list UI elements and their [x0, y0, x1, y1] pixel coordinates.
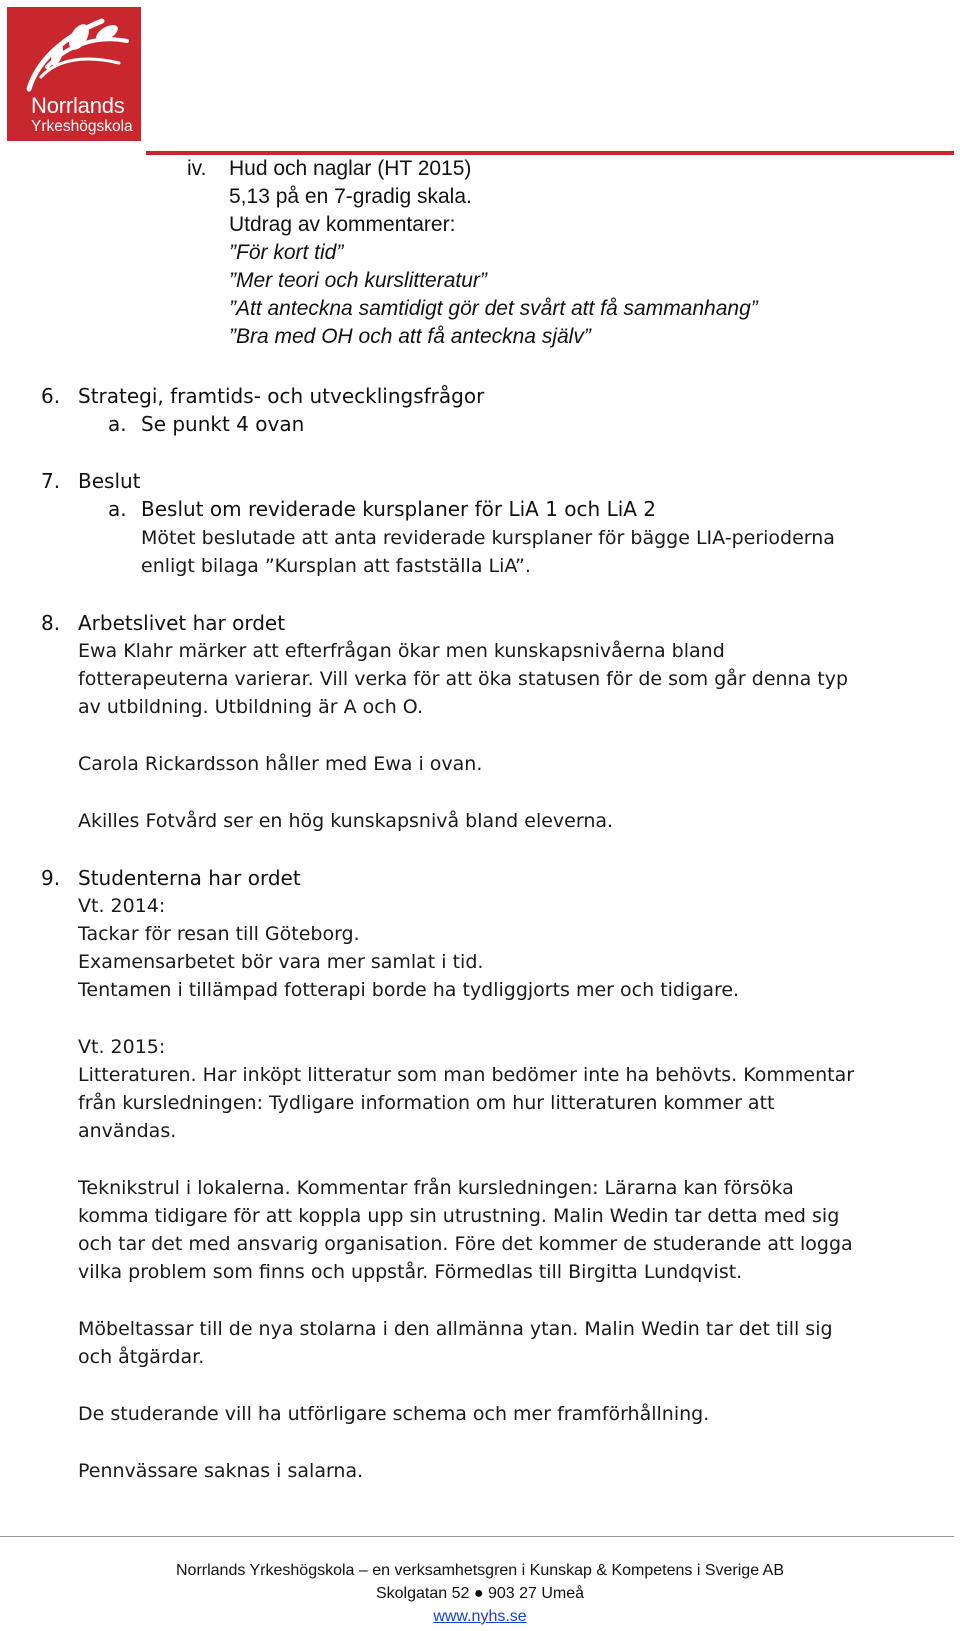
body-line: De studerande vill ha utförligare schema och mer framförhållning. — [78, 1403, 710, 1425]
subsection-letter: a. — [108, 497, 127, 521]
body-line: komma tidigare för att koppla upp sin utrustning. Malin Wedin tar detta med sig — [78, 1205, 840, 1227]
body-line: från kursledningen: Tydligare information om hur litteraturen kommer att — [78, 1092, 775, 1114]
body-line: Examensarbetet bör vara mer samlat i tid. — [78, 951, 484, 973]
item-number: iv. — [187, 157, 207, 180]
item-line: Utdrag av kommentarer: — [229, 213, 456, 236]
body-line: Vt. 2014: — [78, 895, 166, 917]
subsection-title: Beslut om reviderade kursplaner för LiA 1 och LiA 2 — [141, 497, 657, 521]
header-rule — [146, 151, 954, 155]
body-line: Pennvässare saknas i salarna. — [78, 1460, 364, 1482]
body-line: Carola Rickardsson håller med Ewa i ovan. — [78, 753, 483, 775]
body-line: fotterapeuterna varierar. Vill verka för att öka statusen för de som går denna typ — [78, 668, 849, 690]
section-title: Strategi, framtids- och utvecklingsfrågor — [78, 384, 485, 408]
footer-link-row — [0, 1608, 960, 1626]
section-title: Studenterna har ordet — [78, 866, 301, 890]
logo-text-primary: Norrlands — [31, 93, 125, 118]
logo — [7, 7, 141, 141]
logo-text-secondary: Yrkeshögskola — [31, 118, 133, 135]
section-number: 8. — [41, 611, 61, 635]
website-link[interactable]: www.nyhs.se — [433, 1608, 527, 1625]
body-line: Möbeltassar till de nya stolarna i den allmänna ytan. Malin Wedin tar det till sig — [78, 1318, 833, 1340]
body-line: och åtgärdar. — [78, 1346, 205, 1368]
body-line: av utbildning. Utbildning är A och O. — [78, 696, 424, 718]
quote-line: ”Att anteckna samtidigt gör det svårt att få sammanhang” — [229, 297, 758, 320]
quote-line: ”Mer teori och kurslitteratur” — [229, 269, 487, 292]
body-line: Akilles Fotvård ser en hög kunskapsnivå bland eleverna. — [78, 810, 614, 832]
section-number: 7. — [41, 469, 61, 493]
section-title: Arbetslivet har ordet — [78, 611, 286, 635]
body-line: Litteraturen. Har inköpt litteratur som man bedömer inte ha behövts. Kommentar — [78, 1064, 855, 1086]
item-title: Hud och naglar (HT 2015) — [229, 157, 472, 180]
body-line: användas. — [78, 1120, 177, 1142]
body-line: Mötet beslutade att anta reviderade kursplaner för bägge LIA-perioderna — [141, 527, 835, 549]
section-title: Beslut — [78, 469, 141, 493]
body-line: enligt bilaga ”Kursplan att fastställa LiA”. — [141, 555, 531, 577]
subsection-letter: a. — [108, 412, 127, 436]
body-line: Ewa Klahr märker att efterfrågan ökar men kunskapsnivåerna bland — [78, 640, 725, 662]
body-line: vilka problem som finns och uppstår. Förmedlas till Birgitta Lundqvist. — [78, 1261, 743, 1283]
quote-line: ”För kort tid” — [229, 241, 344, 264]
section-number: 9. — [41, 866, 61, 890]
item-line: 5,13 på en 7-gradig skala. — [229, 185, 472, 208]
footer-rule — [0, 1536, 954, 1537]
body-line: Tackar för resan till Göteborg. — [78, 923, 360, 945]
body-line: Vt. 2015: — [78, 1036, 166, 1058]
section-number: 6. — [41, 384, 61, 408]
body-line: Teknikstrul i lokalerna. Kommentar från kursledningen: Lärarna kan försöka — [78, 1177, 794, 1199]
body-line: Tentamen i tillämpad fotterapi borde ha tydliggjorts mer och tidigare. — [78, 979, 740, 1001]
footer-address: Skolgatan 52 ● 903 27 Umeå — [375, 1585, 585, 1602]
footer-organization: Norrlands Yrkeshögskola – en verksamhetsgren i Kunskap & Kompetens i Sverige AB — [175, 1562, 785, 1579]
quote-line: ”Bra med OH och att få anteckna själv” — [229, 325, 591, 348]
subsection-title: Se punkt 4 ovan — [141, 412, 305, 436]
body-line: och tar det med ansvarig organisation. Före det kommer de studerande att logga — [78, 1233, 853, 1255]
